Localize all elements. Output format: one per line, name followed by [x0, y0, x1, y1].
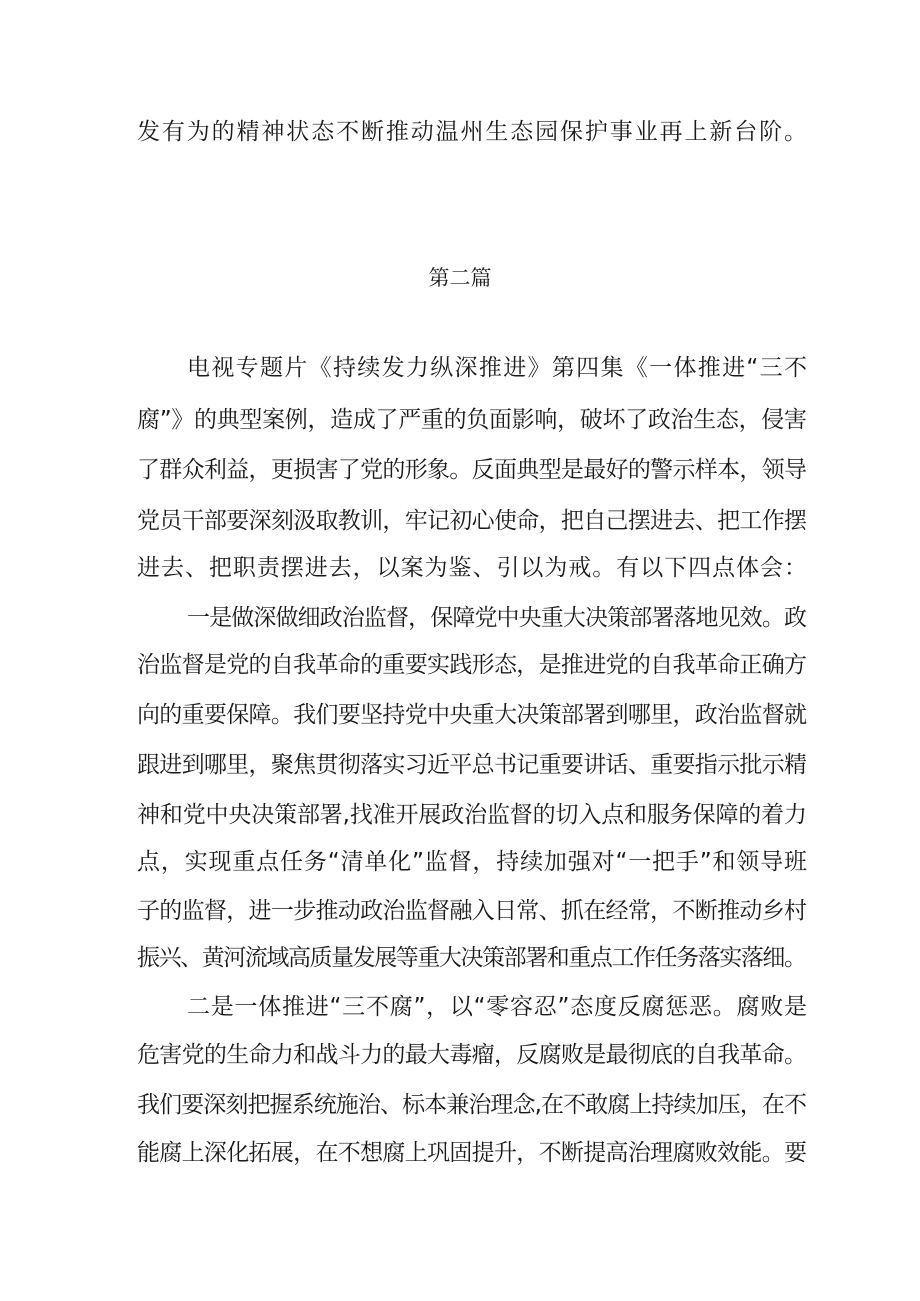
paragraph-line: 能腐上深化拓展，在不想腐上巩固提升，不断提高治理腐败效能。要	[137, 1140, 807, 1166]
paragraph-line: 了群众利益，更损害了党的形象。反面典型是最好的警示样本，领导	[137, 457, 807, 483]
paragraph-line: 治监督是党的自我革命的重要实践形态，是推进党的自我革命正确方	[137, 652, 807, 678]
paragraph-line: 振兴、黄河流域高质量发展等重大决策部署和重点工作任务落实落细。	[137, 945, 806, 971]
section-heading: 第二篇	[428, 266, 492, 290]
paragraph-line: 进去、把职责摆进去，以案为鉴、引以为戒。有以下四点体会：	[137, 555, 808, 581]
paragraph-line: 我们要深刻把握系统施治、标本兼治理念,在不敢腐上持续加压，在不	[137, 1092, 807, 1118]
paragraph-line: 电视专题片《持续发力纵深推进》第四集《一体推进“三不	[187, 355, 809, 381]
paragraph-line: 二是一体推进“三不腐”，以“零容忍”态度反腐惩恶。腐败是	[187, 994, 808, 1020]
paragraph-line: 发有为的精神状态不断推动温州生态园保护事业再上新台阶。	[137, 119, 809, 145]
paragraph-line: 腐”》的典型案例，造成了严重的负面影响，破坏了政治生态，侵害	[137, 407, 807, 433]
paragraph-line: 点，实现重点任务“清单化”监督，持续加强对“一把手”和领导班	[137, 849, 808, 875]
paragraph-line: 一是做深做细政治监督，保障党中央重大决策部署落地见效。政	[187, 605, 807, 631]
paragraph-line: 跟进到哪里，聚焦贯彻落实习近平总书记重要讲话、重要指示批示精	[137, 752, 807, 778]
paragraph-line: 神和党中央决策部署,找准开展政治监督的切入点和服务保障的着力	[137, 802, 807, 828]
paragraph-line: 向的重要保障。我们要坚持党中央重大决策部署到哪里，政治监督就	[137, 702, 807, 728]
paragraph-line: 危害党的生命力和战斗力的最大毒瘤，反腐败是最彻底的自我革命。	[137, 1042, 807, 1068]
paragraph-line: 党员干部要深刻汲取教训，牢记初心使命，把自己摆进去、把工作摆	[137, 508, 807, 534]
paragraph-line: 子的监督，进一步推动政治监督融入日常、抓在经常，不断推动乡村	[137, 898, 807, 924]
